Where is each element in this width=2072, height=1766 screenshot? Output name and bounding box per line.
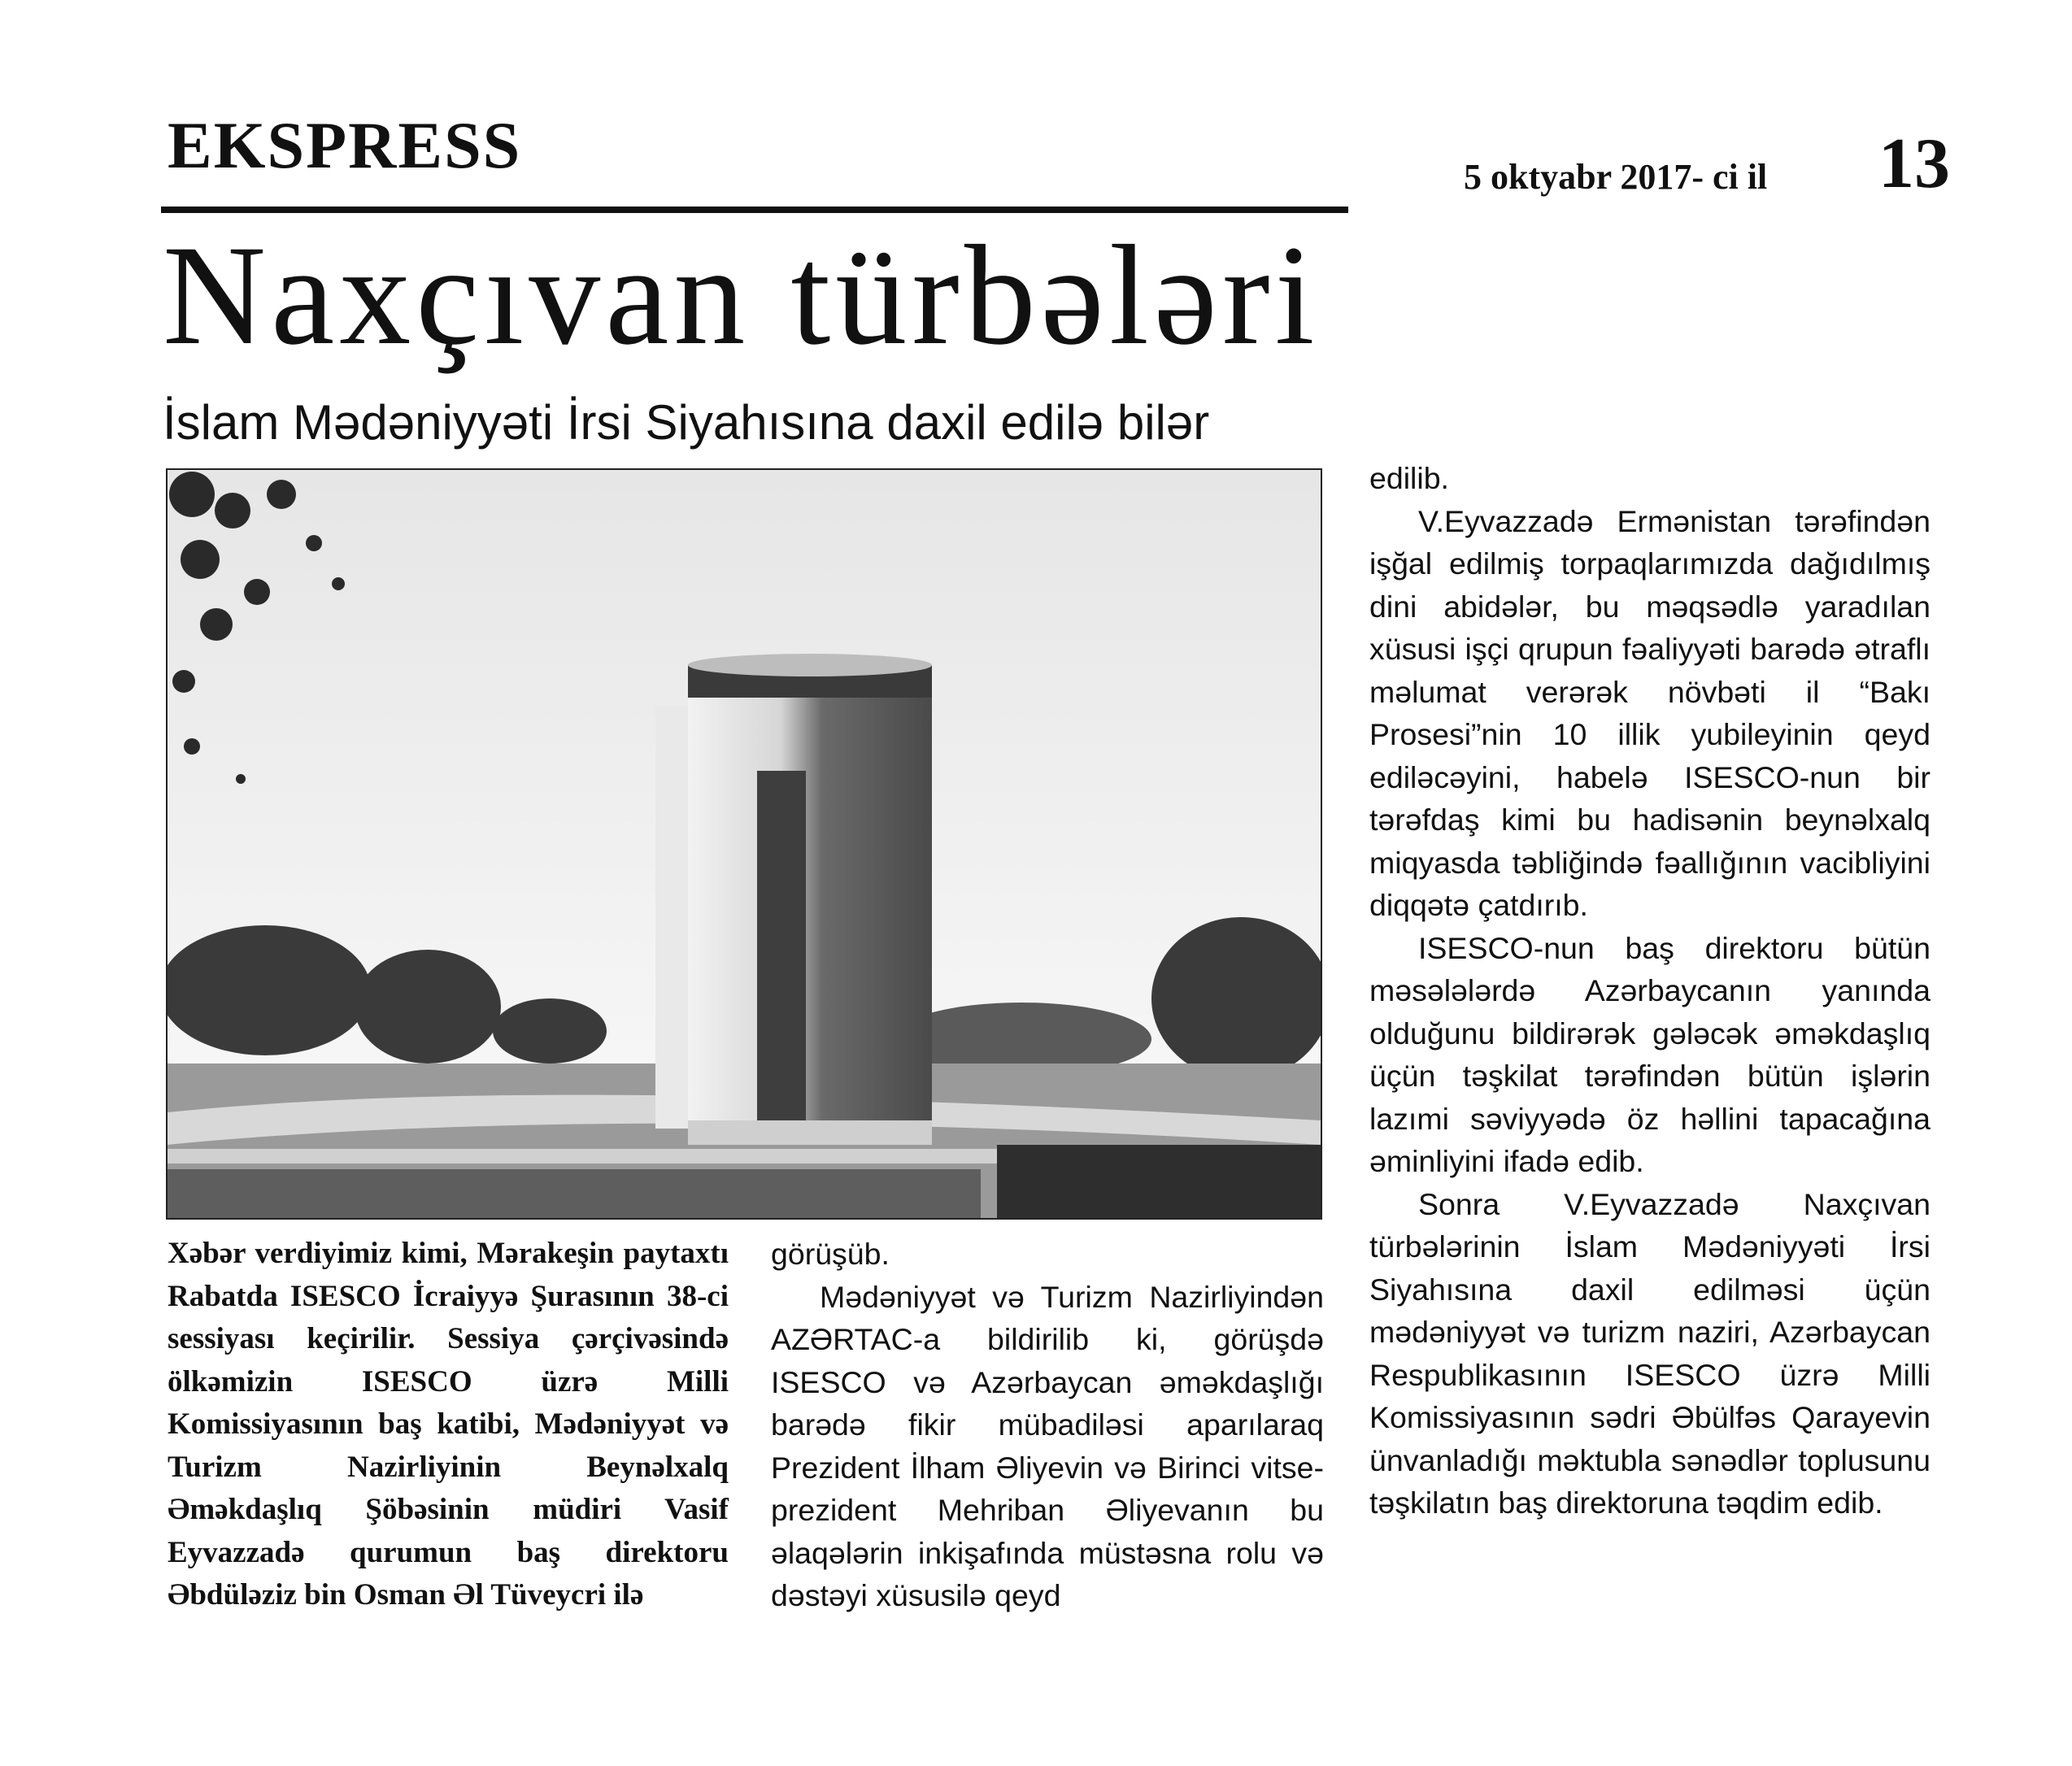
- headline: Naxçıvan türbələri: [163, 216, 1320, 375]
- column-paragraph: Mədəniyyət və Turizm Nazirliyindən AZƏRTAC-a bildirilib ki, görüşdə ISESCO və Azərbaycan əməkdaşlığı barədə fikir mübadiləsi aparılaraq Prezident İlham Əliyevin və Birinci vitse-prezident Mehriban Əliyevanın bu əlaqələrin inkişafında müstəsna rolu və dəstəyi xüsusilə qeyd: [771, 1279, 1324, 1612]
- column-paragraph: ISESCO-nun baş direktoru bütün məsələlərdə Azərbaycanın yanında olduğunu bildirərək gələcək əməkdaşlıq üçün təşkilat tərəfindən bütün işlərin lazımi səviyyədə öz həllini tapacağına əminliyini ifadə edib.: [1369, 930, 1931, 1178]
- masthead: EKSPRESS: [168, 108, 522, 182]
- article-column-3: [1369, 457, 1931, 1525]
- column-paragraph: edilib.: [1369, 461, 1449, 495]
- tomb-photo-illustration: [168, 470, 1321, 1218]
- page-number: 13: [1878, 124, 1950, 203]
- subheadline: İslam Mədəniyyəti İrsi Siyahısına daxil edilə bilər: [163, 395, 1210, 450]
- issue-date: 5 oktyabr 2017- ci il: [1464, 157, 1768, 197]
- article-photo: [166, 468, 1322, 1220]
- column-paragraph: V.Eyvazzadə Ermənistan tərəfindən işğal edilmiş torpaqlarımızda dağıdılmış dini abidələr, bu məqsədlə yaradılan xüsusi işçi qrupun fəaliyyəti barədə ətraflı məlumat verərək növbəti il “Bakı Prosesi”nin 10 illik yubileyinin qeyd ediləcəyini, habelə ISESCO-nun bir tərəfdaş kimi bu hadisənin beynəlxalq miqyasda təbliğində fəallığının vacibliyini diqqətə çatdırıb.: [1369, 503, 1931, 922]
- article-column-1: [168, 1233, 729, 1617]
- column-paragraph: Sonra V.Eyvazzadə Naxçıvan türbələrinin İslam Mədəniyyəti İrsi Siyahısına daxil edilməsi üçün mədəniyyət və turizm naziri, Azərbaycan Respublikasının ISESCO üzrə Milli Komissiyasının sədri Əbülfəs Qarayevin ünvanladığı məktubla sənədlər toplusunu təşkilatın baş direktoruna təqdim edib.: [1369, 1186, 1931, 1520]
- tomb-tower: [655, 654, 932, 1145]
- masthead-rule: [161, 207, 1348, 213]
- column-paragraph: görüşüb.: [771, 1237, 890, 1271]
- article-column-2: [771, 1233, 1324, 1617]
- column-paragraph: Xəbər verdiyimiz kimi, Mərakeşin paytaxtı Rabatda ISESCO İcraiyyə Şurasının 38-ci sessiyası keçirilir. Sessiya çərçivəsində ölkəmizin ISESCO üzrə Milli Komissiyasının baş katibi, Mədəniyyət və Turizm Nazirliyinin Beynəlxalq Əməkdaşlıq Şöbəsinin müdiri Vasif Eyvazzadə qurumun baş direktoru Əbdüləziz bin Osman Əl Tüveycri ilə: [168, 1237, 729, 1612]
